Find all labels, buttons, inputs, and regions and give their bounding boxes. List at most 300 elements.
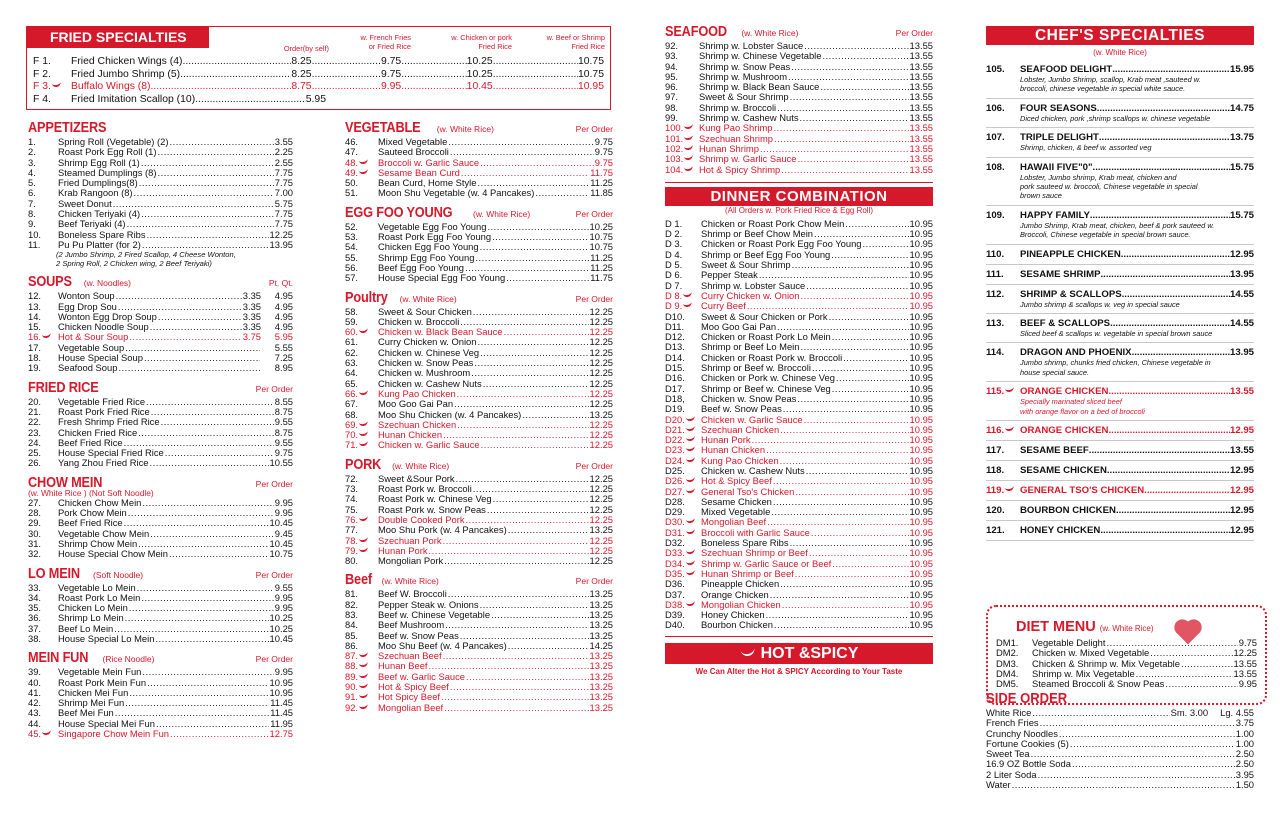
item-number: 77. bbox=[345, 525, 359, 536]
section-title-group bbox=[28, 566, 143, 582]
section-price-header: Per Order bbox=[895, 28, 933, 38]
item-name: Broccoli w. Garlic Sauce bbox=[378, 157, 480, 168]
item-number: 27. bbox=[28, 497, 42, 508]
item-number-cell bbox=[28, 458, 58, 468]
leader-dots bbox=[147, 678, 268, 688]
leader-dots bbox=[457, 420, 588, 430]
menu-item-row bbox=[996, 669, 1257, 679]
chef-item-line bbox=[986, 445, 1254, 456]
item-name: Chicken or Roast Pork Chow Mein bbox=[701, 218, 845, 229]
item-number: 23. bbox=[28, 427, 42, 438]
leader-dots bbox=[1097, 103, 1230, 114]
item-number: 88. bbox=[345, 661, 359, 672]
leader-dots bbox=[845, 219, 908, 229]
menu-item-row bbox=[996, 648, 1257, 658]
item-number: D24. bbox=[665, 455, 685, 466]
item-price: 3.35 bbox=[242, 291, 261, 302]
item-name: Beef Egg Foo Young bbox=[378, 262, 465, 273]
chef-special-item bbox=[986, 289, 1254, 314]
item-number-cell bbox=[345, 158, 378, 168]
section-subtitle: (Rice Noodle) bbox=[102, 654, 155, 665]
chef-special-item bbox=[986, 132, 1254, 157]
item-number: D32. bbox=[665, 538, 685, 549]
item-price: 10.95 bbox=[909, 538, 933, 549]
item-name: Roast Pork w. Snow Peas bbox=[378, 504, 486, 515]
item-number: 102. bbox=[665, 143, 684, 154]
item-price: 10.25 bbox=[589, 221, 613, 232]
item-number-cell bbox=[28, 634, 58, 644]
item-price: 10.95 bbox=[909, 548, 933, 559]
item-number: 66. bbox=[345, 388, 359, 399]
item-name: Szechuan Beef bbox=[378, 651, 442, 662]
leader-dots bbox=[1181, 659, 1233, 669]
item-number: D38. bbox=[665, 599, 685, 610]
item-price: 10.95 bbox=[909, 476, 933, 487]
item-number: 24. bbox=[28, 437, 42, 448]
fried-price-seg bbox=[493, 81, 604, 94]
item-number: 16. bbox=[28, 332, 42, 343]
item-price: 9.75 bbox=[594, 157, 613, 168]
hot-spicy-icon bbox=[684, 165, 694, 172]
leader-dots bbox=[170, 729, 269, 739]
item-name: BOURBON CHICKEN bbox=[1020, 505, 1116, 517]
section-title: APPETIZERS bbox=[28, 120, 107, 136]
menu-item-row bbox=[665, 322, 933, 332]
leader-dots bbox=[797, 154, 908, 164]
item-price: 10.95 bbox=[909, 270, 933, 281]
item-price-large: 5.55 bbox=[274, 342, 293, 353]
leader-dots bbox=[800, 113, 909, 123]
item-price: 7.75 bbox=[274, 209, 293, 220]
menu-item-row bbox=[28, 230, 293, 240]
item-price: 8.25 bbox=[291, 56, 312, 67]
menu-item-row bbox=[665, 92, 933, 102]
item-price: 5.75 bbox=[274, 198, 293, 209]
item-number-cell bbox=[345, 368, 378, 378]
item-number: D25. bbox=[665, 465, 685, 476]
item-name: Roast Pork Lo Mein bbox=[58, 592, 141, 603]
item-number-text: 121. bbox=[986, 525, 1005, 537]
item-name: Mongolian Beef bbox=[701, 517, 767, 528]
item-price: 10.95 bbox=[909, 435, 933, 446]
fried-price-seg bbox=[493, 69, 604, 82]
item-number-cell bbox=[345, 399, 378, 409]
fried-header-fries: w. French Fries or Fried Rice bbox=[360, 33, 411, 51]
item-name: Szechuan Chicken bbox=[701, 424, 780, 435]
fried-specialties-list bbox=[33, 56, 604, 106]
item-number-text: F 1. bbox=[33, 56, 51, 67]
section-header bbox=[345, 457, 613, 474]
menu-item-row bbox=[345, 703, 613, 713]
item-name: Chicken or Roast Pork w. Broccoli bbox=[701, 352, 843, 363]
item-name: PINEAPPLE CHICKEN bbox=[1020, 248, 1121, 260]
item-number-cell bbox=[665, 353, 701, 363]
menu-item-row bbox=[345, 682, 613, 692]
leader-dots bbox=[777, 103, 908, 113]
item-number: D15. bbox=[665, 363, 685, 374]
item-name: French Fries bbox=[986, 718, 1039, 729]
leader-dots bbox=[1099, 132, 1230, 143]
item-price: 10.95 bbox=[909, 280, 933, 291]
item-name: Spring Roll (Vegetable) (2) bbox=[58, 137, 169, 147]
item-number-cell bbox=[665, 600, 701, 610]
item-price: 10.95 bbox=[909, 620, 933, 631]
item-number: 28. bbox=[28, 508, 42, 519]
leader-dots bbox=[457, 389, 589, 399]
fried-item-row bbox=[33, 56, 604, 69]
leader-dots bbox=[429, 661, 589, 671]
leader-dots bbox=[477, 337, 588, 347]
menu-item-row bbox=[665, 342, 933, 352]
item-number: DM3. bbox=[996, 658, 1019, 669]
menu-item-row bbox=[345, 327, 613, 337]
item-number-cell bbox=[665, 569, 701, 579]
leader-dots bbox=[522, 410, 588, 420]
item-number-text: 112. bbox=[986, 288, 1005, 300]
item-number-cell bbox=[665, 312, 701, 322]
item-price: 3.35 bbox=[242, 311, 261, 322]
fried-price-seg bbox=[401, 69, 493, 82]
leader-dots bbox=[777, 322, 908, 332]
menu-item-row bbox=[665, 569, 933, 579]
leader-dots bbox=[1100, 525, 1230, 536]
section-price-header: Per Order bbox=[575, 124, 613, 134]
item-name: BEEF & SCALLOPS bbox=[1020, 318, 1111, 330]
item-number-cell bbox=[665, 250, 701, 260]
item-price: 9.75 bbox=[380, 56, 402, 67]
item-price: 3.35 bbox=[242, 301, 261, 312]
item-name: Beef Teriyaki (4) bbox=[58, 219, 126, 230]
menu-item-row bbox=[28, 719, 293, 729]
item-number: 40. bbox=[28, 677, 42, 688]
leader-dots bbox=[1122, 289, 1230, 300]
item-number-cell bbox=[996, 679, 1032, 689]
item-number: 29. bbox=[28, 518, 42, 529]
menu-item-row bbox=[665, 301, 933, 311]
hot-spicy-icon bbox=[683, 301, 693, 308]
item-number: 49. bbox=[345, 167, 359, 178]
section-subtitle: (w. White Rice) bbox=[473, 208, 531, 219]
item-number: D21. bbox=[665, 424, 685, 435]
section-title-group bbox=[28, 380, 108, 396]
item-price: 14.55 bbox=[1229, 318, 1254, 330]
item-price: 1.50 bbox=[1235, 780, 1254, 791]
hot-spicy-icon bbox=[684, 134, 694, 141]
side-order-title: SIDE ORDER bbox=[986, 691, 1068, 707]
item-name: Beef w. Snow Peas bbox=[701, 404, 782, 415]
item-price: 10.95 bbox=[909, 465, 933, 476]
fried-header-beef: w. Beef or Shrimp Fried Rice bbox=[546, 33, 605, 51]
item-number-cell bbox=[28, 353, 58, 363]
section-price-header: Per Order bbox=[575, 576, 613, 587]
item-name: ORANGE CHICKEN bbox=[1020, 386, 1109, 398]
menu-item-row bbox=[665, 51, 933, 61]
item-name: Szechuan Shrimp bbox=[699, 133, 773, 144]
menu-item-row bbox=[665, 312, 933, 322]
menu-item-row bbox=[665, 548, 933, 558]
leader-dots bbox=[1121, 249, 1230, 260]
item-number-cell bbox=[345, 620, 378, 630]
menu-item-row bbox=[665, 291, 933, 301]
item-number: 36. bbox=[28, 613, 42, 624]
menu-item-row bbox=[345, 536, 613, 546]
item-name: Chicken Egg Foo Young bbox=[378, 242, 479, 253]
item-name: SESAME CHICKEN bbox=[1020, 465, 1107, 477]
menu-item-row bbox=[345, 232, 613, 242]
menu-item-row bbox=[665, 487, 933, 497]
hot-spicy-note: We Can Alter the Hot & SPICY According to Your Taste bbox=[695, 666, 903, 676]
leader-dots bbox=[493, 56, 578, 69]
leader-dots bbox=[1040, 718, 1235, 728]
item-price: 10.75 bbox=[577, 68, 604, 80]
leader-dots bbox=[790, 538, 909, 548]
item-number-cell bbox=[665, 394, 701, 404]
dinner-combination-title: DINNER COMBINATION bbox=[665, 187, 933, 206]
item-number: 31. bbox=[28, 538, 42, 549]
item-name: Hunan Beef bbox=[378, 661, 428, 672]
item-name: Kung Pao Shrimp bbox=[699, 123, 773, 134]
item-name: Shrimp w. Garlic Sauce or Beef bbox=[701, 558, 832, 569]
item-number: D 2. bbox=[665, 229, 683, 240]
leader-dots bbox=[1150, 648, 1232, 658]
section-price-header: Per Order bbox=[575, 460, 613, 471]
item-name: Chicken Fried Rice bbox=[58, 427, 138, 438]
item-price: 12.25 bbox=[589, 316, 613, 327]
chef-item-line bbox=[986, 465, 1254, 476]
item-number-cell bbox=[345, 556, 378, 566]
hot-spicy-icon bbox=[684, 123, 694, 130]
hot-spicy-icon bbox=[685, 487, 695, 494]
item-number-cell bbox=[28, 147, 58, 157]
item-number: 62. bbox=[345, 347, 359, 358]
item-number-cell bbox=[665, 92, 699, 102]
item-number-cell bbox=[345, 546, 378, 556]
section-price-header: Per Order bbox=[255, 478, 293, 489]
menu-item-row bbox=[665, 250, 933, 260]
item-number: DM5. bbox=[996, 679, 1019, 690]
item-price: 12.25 bbox=[589, 337, 613, 348]
item-name: Szechuan Chicken bbox=[378, 419, 457, 430]
leader-dots bbox=[843, 353, 908, 363]
item-number bbox=[986, 318, 1020, 329]
item-name: Steamed Dumplings (8) bbox=[58, 167, 157, 178]
menu-item-row bbox=[665, 559, 933, 569]
item-price-large: 4.95 bbox=[274, 311, 293, 322]
item-number: 59. bbox=[345, 316, 359, 327]
item-price: 10.95 bbox=[909, 301, 933, 312]
item-price: 10.95 bbox=[909, 260, 933, 271]
item-price: 11.25 bbox=[590, 262, 613, 273]
item-number: D39. bbox=[665, 610, 685, 621]
item-name: Shrimp or Beef w. Broccoli bbox=[701, 363, 811, 374]
chef-special-item bbox=[986, 210, 1254, 245]
item-price: 9.55 bbox=[274, 417, 293, 428]
item-number-cell bbox=[665, 41, 699, 51]
section-title: Poultry bbox=[345, 289, 388, 306]
chef-special-item bbox=[986, 505, 1254, 521]
item-price: 9.95 bbox=[380, 81, 402, 92]
item-name: Chicken w. Broccoli bbox=[378, 316, 460, 327]
item-name: Mixed Vegetable bbox=[378, 137, 448, 147]
menu-item-row bbox=[345, 641, 613, 651]
item-name: Shrimp w. Cashew Nuts bbox=[699, 113, 799, 124]
hot-spicy-icon bbox=[359, 441, 369, 448]
item-number-cell bbox=[28, 219, 58, 229]
item-number: D 1. bbox=[665, 218, 683, 229]
item-name: Roast Pork w. Chinese Veg bbox=[378, 494, 492, 505]
chef-item-line bbox=[986, 210, 1254, 221]
leader-dots bbox=[155, 634, 268, 644]
item-price: 13.75 bbox=[1229, 132, 1254, 144]
item-name: Fried Imitation Scallop (10) bbox=[71, 93, 196, 105]
item-number-cell bbox=[28, 428, 58, 438]
menu-column-4 bbox=[986, 26, 1257, 828]
fried-item-row bbox=[33, 69, 604, 82]
item-number: 38. bbox=[28, 633, 42, 644]
item-number: 65. bbox=[345, 378, 359, 389]
item-number-cell bbox=[665, 270, 701, 280]
leader-dots bbox=[151, 407, 274, 417]
item-name: Chicken Teriyaki (4) bbox=[58, 209, 141, 220]
item-price: 10.95 bbox=[909, 424, 933, 435]
item-number-cell bbox=[345, 307, 378, 317]
chef-item-line bbox=[986, 505, 1254, 516]
item-price: 10.45 bbox=[269, 538, 293, 549]
item-name: Hot & Spicy Beef bbox=[378, 682, 449, 693]
leader-dots bbox=[448, 589, 589, 599]
section-header bbox=[28, 566, 293, 583]
item-price: 3.55 bbox=[274, 137, 293, 147]
fried-price-seg bbox=[493, 56, 604, 69]
item-price: 10.95 bbox=[909, 311, 933, 322]
leader-dots bbox=[791, 62, 908, 72]
item-price: 13.25 bbox=[589, 609, 613, 620]
item-name: Egg Drop Sou bbox=[58, 301, 117, 312]
leader-dots bbox=[1012, 780, 1235, 790]
fried-header-order: Order(by self) bbox=[283, 44, 329, 53]
leader-dots bbox=[456, 474, 589, 484]
item-number: DM2. bbox=[996, 648, 1019, 659]
item-price: 9.75 bbox=[594, 147, 613, 158]
item-name: Buffalo Wings (8) bbox=[71, 81, 151, 92]
item-price: 12.25 bbox=[589, 556, 613, 567]
item-number-cell bbox=[665, 123, 699, 133]
item-number-cell bbox=[28, 498, 58, 508]
chef-special-item bbox=[986, 485, 1254, 501]
item-price: 12.95 bbox=[1229, 425, 1254, 437]
item-number-cell bbox=[345, 178, 378, 188]
leader-dots bbox=[473, 307, 589, 317]
leader-dots bbox=[747, 301, 909, 311]
item-name: Singapore Chow Mein Fun bbox=[58, 729, 169, 740]
item-name: Chicken Chow Mein bbox=[58, 497, 142, 508]
item-name: Chicken or Roast Pork Egg Foo Young bbox=[701, 239, 862, 250]
item-name: Roast Pork w. Broccoli bbox=[378, 484, 472, 495]
item-number: 101. bbox=[665, 133, 684, 144]
item-name: Pu Pu Platter (for 2) bbox=[58, 239, 141, 250]
leader-dots bbox=[480, 348, 588, 358]
item-number-cell bbox=[345, 682, 378, 692]
item-name: Boneless Spare Ribs bbox=[701, 538, 789, 549]
item-number: 51. bbox=[345, 188, 359, 199]
item-number: 42. bbox=[28, 698, 42, 709]
item-number-cell bbox=[28, 729, 58, 739]
menu-item-row bbox=[28, 312, 293, 322]
hot-spicy-icon bbox=[359, 546, 369, 553]
item-number: D 9. bbox=[665, 301, 683, 312]
item-number: 64. bbox=[345, 368, 359, 379]
item-name: HAWAII FIVE"0" bbox=[1020, 161, 1093, 173]
hot-spicy-icon bbox=[685, 548, 695, 555]
item-number-cell bbox=[28, 407, 58, 417]
menu-item-row bbox=[28, 624, 293, 634]
menu-item-row bbox=[28, 518, 293, 528]
leader-dots bbox=[829, 312, 909, 322]
menu-item-row bbox=[345, 430, 613, 440]
item-name: Shrimp w. Lobster Sauce bbox=[699, 41, 804, 51]
item-price: 13.55 bbox=[909, 143, 933, 154]
item-price: 12.25 bbox=[589, 494, 613, 505]
menu-item-row bbox=[345, 672, 613, 682]
section-price-header: Per Order bbox=[255, 383, 293, 394]
menu-item-row bbox=[345, 600, 613, 610]
section-title-group bbox=[28, 650, 154, 666]
menu-item-row bbox=[28, 209, 293, 219]
item-price: 13.95 bbox=[1229, 268, 1254, 280]
item-price: 13.25 bbox=[589, 630, 613, 641]
item-name: Sweet & Sour Chicken or Pork bbox=[701, 311, 828, 322]
leader-dots bbox=[774, 620, 909, 630]
item-number: 32. bbox=[28, 549, 42, 560]
menu-item-row bbox=[28, 438, 293, 448]
menu-item-row bbox=[665, 103, 933, 113]
leader-dots bbox=[441, 692, 589, 702]
item-description: Jumbo shrimp, chunks fried chicken, Chinese vegetable in house special sauce. bbox=[1020, 358, 1211, 377]
item-number-cell bbox=[28, 688, 58, 698]
menu-item-row bbox=[345, 692, 613, 702]
item-name: DRAGON AND PHOENIX bbox=[1020, 347, 1132, 359]
item-name: Pepper Steak w. Onions bbox=[378, 599, 479, 610]
menu-item-row bbox=[28, 147, 293, 157]
section-title: VEGETABLE bbox=[345, 120, 421, 136]
item-number-text: 107. bbox=[986, 132, 1005, 144]
item-number-cell bbox=[28, 549, 58, 559]
item-price: 10.95 bbox=[909, 517, 933, 528]
item-number-cell bbox=[28, 312, 58, 322]
menu-item-row bbox=[345, 147, 613, 157]
item-number-cell bbox=[28, 667, 58, 677]
menu-item-row bbox=[28, 219, 293, 229]
item-number-cell bbox=[996, 638, 1032, 648]
menu-item-row bbox=[28, 332, 293, 342]
item-number-cell bbox=[665, 134, 699, 144]
menu-item-row bbox=[345, 368, 613, 378]
item-number-cell bbox=[28, 448, 58, 458]
menu-item-row bbox=[665, 332, 933, 342]
item-name: Shrimp w. Garlic Sauce bbox=[699, 154, 797, 165]
item-number bbox=[33, 56, 71, 69]
item-number bbox=[986, 132, 1020, 143]
menu-item-row bbox=[665, 41, 933, 51]
item-price: 9.55 bbox=[274, 437, 293, 448]
item-number: D29. bbox=[665, 507, 685, 518]
menu-item-row bbox=[345, 661, 613, 671]
menu-item-row bbox=[28, 634, 293, 644]
item-number: 41. bbox=[28, 687, 42, 698]
item-number-cell bbox=[28, 188, 58, 198]
item-number: 9. bbox=[28, 219, 36, 230]
item-price: 13.55 bbox=[909, 51, 933, 62]
